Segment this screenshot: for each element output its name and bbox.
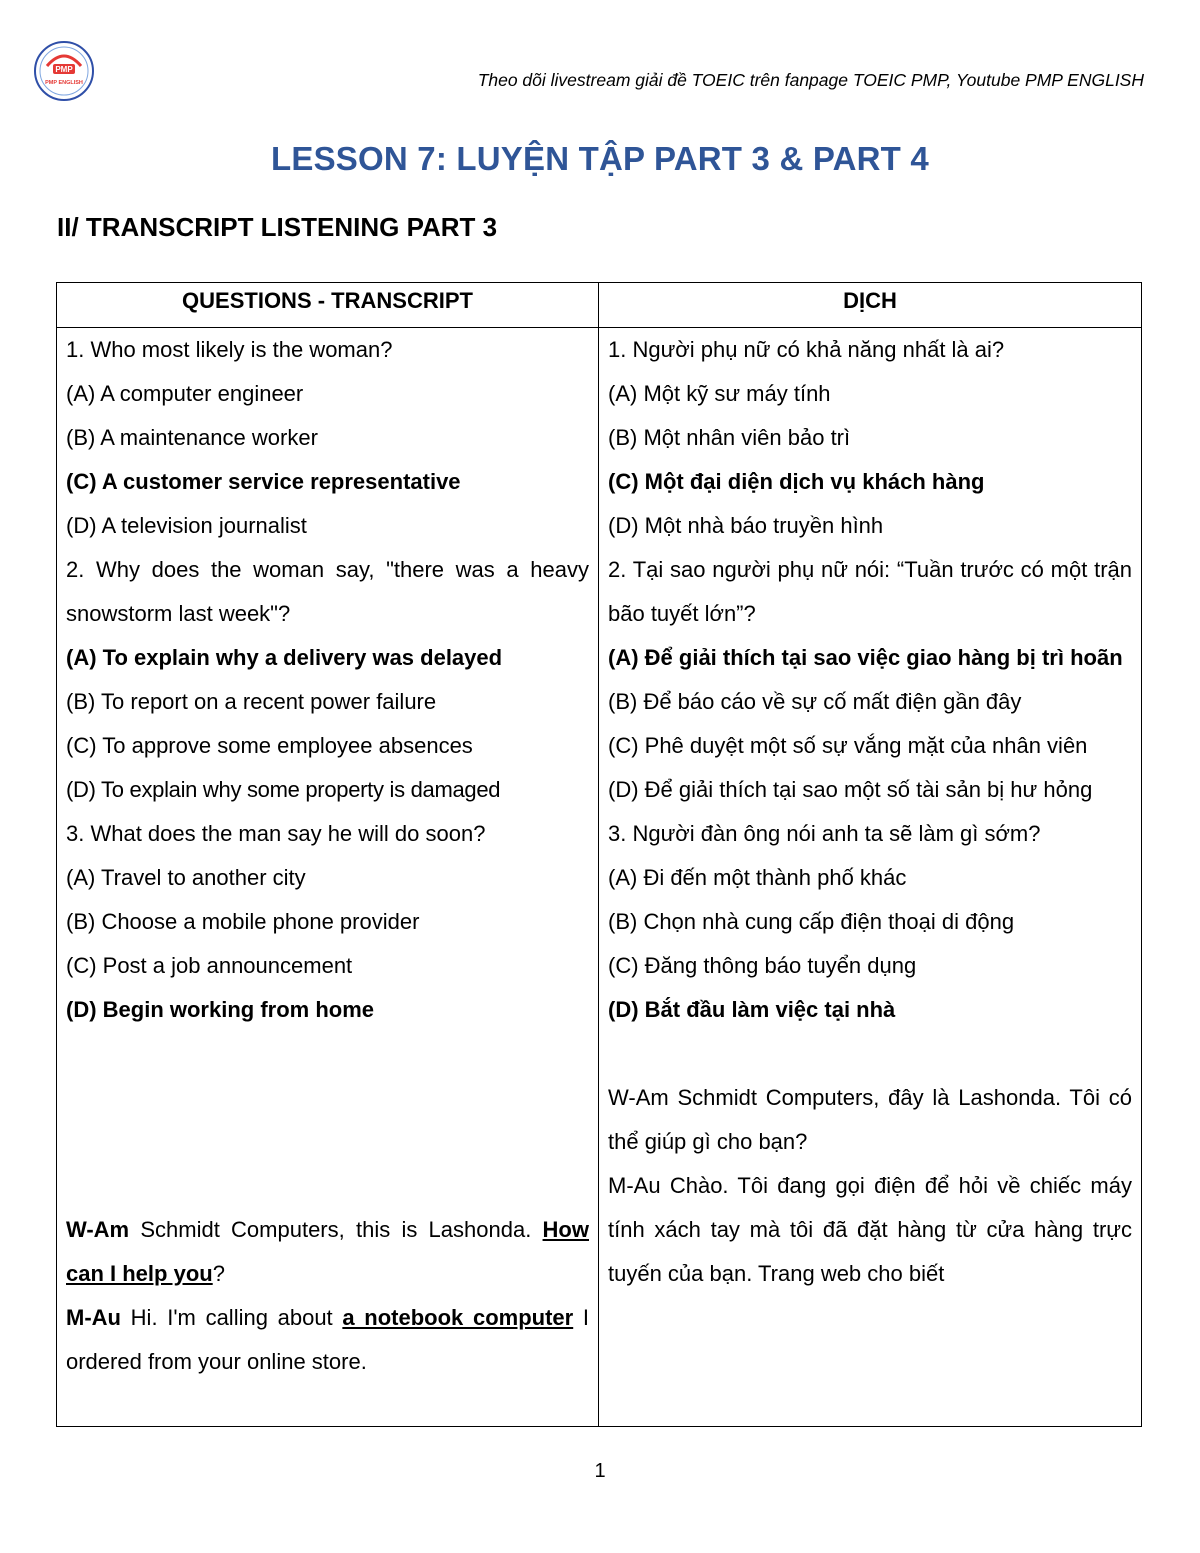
question-2: 2. Why does the woman say, "there was a heavy snowstorm last week"? [66,557,589,626]
svg-text:PMP ENGLISH: PMP ENGLISH [45,80,83,86]
header-note: Theo dõi livestream giải đề TOEIC trên fanpage TOEIC PMP, Youtube PMP ENGLISH [477,70,1144,90]
english-column [57,328,599,1427]
dich-option-3b: (B) Chọn nhà cung cấp điện thoại di động [608,909,1015,934]
option-3d-answer: (D) Begin working from home [66,997,374,1022]
option-1d: (D) A television journalist [66,513,307,538]
svg-text:PMP: PMP [55,65,73,74]
option-2d: (D) To explain why some property is damaged [66,777,501,802]
dich-option-1c-answer: (C) Một đại diện dịch vụ khách hàng [608,469,985,494]
option-3b: (B) Choose a mobile phone provider [66,909,420,934]
page-title: LESSON 7: LUYỆN TẬP PART 3 & PART 4 [271,140,929,177]
option-1c-answer: (C) A customer service representative [66,469,461,494]
option-2b: (B) To report on a recent power failure [66,689,437,714]
page-number: 1 [594,1460,606,1482]
dich-option-2a-answer: (A) Để giải thích tại sao việc giao hàng bị trì hoãn [608,645,1123,670]
option-3a: (A) Travel to another city [66,865,306,890]
transcript-underline: a notebook computer [342,1305,574,1330]
dich-transcript-line-1: W-Am Schmidt Computers, đây là Lashonda. Tôi có thể giúp gì cho bạn? [608,1085,1132,1154]
transcript-underline: How can I help you [66,1217,589,1286]
option-2a-answer: (A) To explain why a delivery was delayed [66,645,503,670]
option-1a: (A) A computer engineer [66,381,304,406]
question-3: 3. What does the man say he will do soon? [66,821,486,846]
transcript-text: I ordered from your online store. [66,1305,589,1374]
dich-option-3c: (C) Đăng thông báo tuyển dụng [608,953,917,978]
dich-transcript-line-2: M-Au Chào. Tôi đang gọi điện để hỏi về chiếc máy tính xách tay mà tôi đã đặt hàng từ cửa hàng trực tuyến của bạn. Trang web cho biết [608,1173,1132,1286]
dich-question-1: 1. Người phụ nữ có khả năng nhất là ai? [608,337,1005,362]
pmp-english-logo [33,40,95,102]
dich-option-1b: (B) Một nhân viên bảo trì [608,425,851,450]
dich-option-1d: (D) Một nhà báo truyền hình [608,513,884,538]
section-heading: II/ TRANSCRIPT LISTENING PART 3 [57,212,498,242]
dich-option-2d: (D) Để giải thích tại sao một số tài sản bị hư hỏng [608,777,1093,802]
transcript-text: Hi. I'm calling about [120,1305,343,1330]
option-3c: (C) Post a job announcement [66,953,353,978]
header-questions-transcript: QUESTIONS - TRANSCRIPT [57,283,599,328]
dich-option-3a: (A) Đi đến một thành phố khác [608,865,907,890]
transcript-text: ? [212,1261,225,1286]
transcript-line-1 [66,1208,589,1296]
option-2c: (C) To approve some employee absences [66,733,473,758]
dich-option-3d-answer: (D) Bắt đầu làm việc tại nhà [608,997,896,1022]
question-1: 1. Who most likely is the woman? [66,337,393,362]
dich-option-1a: (A) Một kỹ sư máy tính [608,381,831,406]
transcript-line-2 [66,1296,589,1384]
speaker-label: M-Au [66,1305,121,1330]
dich-question-3: 3. Người đàn ông nói anh ta sẽ làm gì sớm? [608,821,1041,846]
vietnamese-column [599,328,1142,1427]
transcript-table [56,282,1142,1427]
dich-question-2: 2. Tại sao người phụ nữ nói: “Tuần trước có một trận bão tuyết lớn”? [608,557,1132,626]
transcript-text: Schmidt Computers, this is Lashonda. [129,1217,543,1242]
dich-option-2c: (C) Phê duyệt một số sự vắng mặt của nhân viên [608,733,1088,758]
header-dich: DỊCH [599,283,1142,328]
dich-option-2b: (B) Để báo cáo về sự cố mất điện gần đây [608,689,1022,714]
speaker-label: W-Am [66,1217,130,1242]
option-1b: (B) A maintenance worker [66,425,318,450]
